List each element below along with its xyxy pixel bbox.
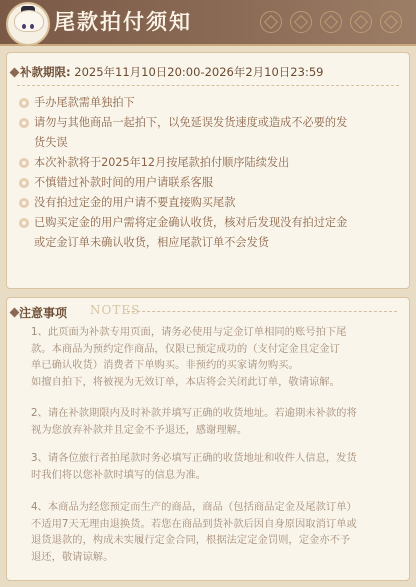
rule-text: 已购买定金的用户需将定金确认收货，核对后发现没有拍过定金 <box>34 216 348 229</box>
rule-item <box>17 93 401 113</box>
note-line: 2、请在补款期限内及时补款并填写正确的收货地址。若逾期未补款的将 <box>31 407 357 419</box>
notes-card <box>6 297 410 581</box>
notes-title-en: NOTES <box>90 303 141 317</box>
rule-text: 没有拍过定金的用户请不要直接购买尾款 <box>34 196 236 209</box>
rule-item <box>17 213 401 233</box>
emblem-icon <box>350 11 372 33</box>
emblem-icon <box>260 11 282 33</box>
note-line: 款。本商品为预约定作商品，仅限已预定成功的（支付定金且定金订 <box>31 342 340 355</box>
note-line: 3、请各位旅行者拍尾款时务必填写正确的收货地址和收件人信息，发货 <box>31 452 357 464</box>
bullet-icon <box>19 118 29 128</box>
rule-item <box>17 113 401 133</box>
note-line: 单已确认收货）消费者下单购买。非预约的买家请勿购买。 <box>31 359 299 371</box>
bullet-icon <box>19 198 29 208</box>
mascot-eye-right <box>30 24 34 29</box>
rule-item-continued <box>17 133 401 153</box>
bullet-icon <box>19 158 29 168</box>
emblem-icon <box>320 11 342 33</box>
emblem-icon <box>380 11 402 33</box>
rule-text: 本次补款将于2025年12月按尾款拍付顺序陆续发出 <box>34 156 290 169</box>
note-paragraph <box>31 499 397 565</box>
rule-text: 不慎错过补款时间的用户请联系客服 <box>34 176 214 189</box>
bullet-icon <box>19 178 29 188</box>
header-banner <box>0 0 416 46</box>
notes-title: 注意事项 <box>19 306 68 320</box>
rule-item <box>17 153 401 173</box>
note-paragraph <box>31 450 397 483</box>
payment-rules-card <box>6 52 410 289</box>
payment-period-value: 2025年11月10日20:00-2026年2月10日23:59 <box>74 65 324 79</box>
note-line: 如擅自拍下，将被视为无效订单，本店将会关闭此订单，敬请谅解。 <box>31 375 340 388</box>
note-line: 退货退款的，构成未实履行定金合同，根据法定定金罚则，定金亦不予 <box>31 534 351 546</box>
note-line: 4、本商品为经您预定而生产的商品，商品（包括商品定金及尾款订单） <box>31 501 357 513</box>
divider <box>17 85 399 86</box>
rule-text: 或定金订单未确认收货，相应尾款订单不会发货 <box>34 236 269 249</box>
note-paragraph <box>31 405 397 438</box>
bullet-icon <box>19 218 29 228</box>
note-line: 视为您放弃补款并且定金不予退还，感谢理解。 <box>31 423 248 436</box>
bullet-icon <box>19 98 29 108</box>
payment-period-label: 补款期限: <box>20 65 71 79</box>
rule-item-continued <box>17 233 401 253</box>
diamond-icon <box>10 68 20 78</box>
rule-text: 货失误 <box>34 136 68 149</box>
page-title: 尾款拍付须知 <box>54 9 192 34</box>
emblem-icon <box>290 11 312 33</box>
note-line: 时我们将以您补款时填写的信息为准。 <box>31 468 207 481</box>
rules-list <box>17 93 401 253</box>
note-line: 退还，敬请谅解。 <box>31 550 114 563</box>
mascot-avatar <box>6 2 50 46</box>
rule-text: 请勿与其他商品一起拍下，以免延误发货速度或造成不必要的发 <box>34 116 348 129</box>
note-line: 1、此页面为补款专用页面，请务必使用与定金订单相同的账号拍下尾 <box>31 326 347 338</box>
note-line: 不适用7天无理由退换货。若您在商品到货补款后因自身原因取消订单或 <box>31 517 357 530</box>
rule-item <box>17 193 401 213</box>
diamond-icon <box>10 308 20 318</box>
note-paragraph <box>31 324 397 390</box>
rule-item <box>17 173 401 193</box>
rule-text: 手办尾款需单独拍下 <box>34 96 135 109</box>
divider <box>127 311 397 312</box>
payment-period <box>20 64 323 80</box>
mascot-eye-left <box>22 24 26 29</box>
mascot-hair <box>14 10 44 32</box>
